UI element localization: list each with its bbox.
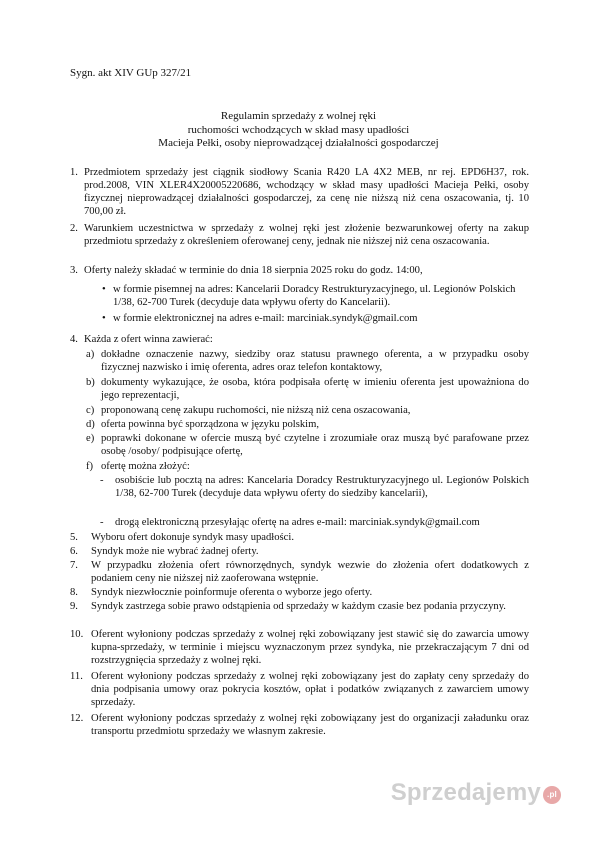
subitem-text: ofertę można złożyć: [101, 461, 190, 472]
subitem-label: f) [86, 461, 94, 472]
subitem-text: proponowaną cenę zakupu ruchomości, nie niższą niż cena oszacowania, [101, 405, 411, 416]
item-text: Warunkiem uczestnictwa w sprzedaży z wolnej ręki jest złożenie bezwarunkowej oferty na zakup przedmiotu sprzedaży z określeniem oferowanej ceny, jednak nie niższej niż cena oszacowania. [84, 223, 529, 247]
bullet-text: w formie elektronicznej na adres e-mail: marciniak.syndyk@gmail.com [113, 313, 418, 324]
bullet-icon: • [102, 284, 106, 295]
subitem-label: e) [86, 433, 95, 444]
dash-text: osobiście lub pocztą na adres: Kancelaria Doradcy Restrukturyzacyjnego ul. Legionów Polskich 1/38, 62-700 Turek (decyduje data wpływu oferty do siedziby kancelarii), [115, 475, 529, 499]
subitem-text: oferta powinna być sporządzona w języku polskim, [101, 419, 319, 430]
subitem-text: dokumenty wykazujące, że osoba, która podpisała ofertę w imieniu oferenta jest upoważniona do jego reprezentacji, [101, 377, 529, 401]
item-number: 5. [70, 532, 78, 543]
item-text: Oferent wyłoniony podczas sprzedaży z wolnej ręki zobowiązany jest stawić się do zawarcia umowy kupna-sprzedaży, w terminie i miejscu wyznaczonym przez syndyka, nie przekraczającym 7 dni od rozstrzygnięcia sprzedaży z wolnej ręki. [91, 629, 529, 666]
item-number: 2. [70, 223, 78, 234]
subitem-label: d) [86, 419, 95, 430]
case-signature: Sygn. akt XIV GUp 327/21 [70, 67, 192, 79]
bullet-icon: • [102, 313, 106, 324]
watermark-logo [390, 779, 561, 806]
dash-icon: - [100, 517, 104, 528]
dash-icon: - [100, 475, 104, 486]
item-number: 9. [70, 601, 78, 612]
document-title [0, 110, 597, 151]
item-number: 1. [70, 167, 78, 178]
subitem-label: a) [86, 349, 95, 360]
item-number: 12. [70, 713, 84, 724]
item-text: Oferty należy składać w terminie do dnia 18 sierpnia 2025 roku do godz. 14:00, [84, 265, 423, 276]
title-line: ruchomości wchodzących w skład masy upadłości [187, 123, 410, 136]
subitem-label: b) [86, 377, 95, 388]
item-text: Oferent wyłoniony podczas sprzedaży z wolnej ręki zobowiązany jest do zapłaty ceny sprzedaży do dnia podpisania umowy oraz pokrycia kosztów, opłat i podatków związanych z zawarciem umowy sprzedaży. [91, 671, 529, 708]
subitem-text: poprawki dokonane w ofercie muszą być czytelne i zrozumiałe oraz muszą być parafowane przez osobę /osoby/ podpisujące ofertę, [101, 433, 529, 457]
item-text: Syndyk może nie wybrać żadnej oferty. [91, 546, 259, 557]
item-text: Syndyk niezwłocznie poinformuje oferenta o wyborze jego oferty. [91, 587, 373, 598]
title-line: Macieja Pełki, osoby nieprowadzącej działalności gospodarczej [158, 137, 439, 149]
list-item [70, 222, 529, 262]
item-number: 3. [70, 265, 78, 276]
item-number: 4. [70, 334, 78, 345]
subitem-text: dokładne oznaczenie nazwy, siedziby oraz statusu prawnego oferenta, a w przypadku osoby fizycznej nazwisko i imię oferenta, adres oraz telefon kontaktowy, [101, 349, 529, 373]
subitem-label: c) [86, 405, 95, 416]
item-text: Przedmiotem sprzedaży jest ciągnik siodłowy Scania R420 LA 4X2 MEB, nr rej. EPD6H37, rok. prod.2008, VIN XLER4X20005220686, wchodzący w skład masy upadłości Macieja Pełki, osoby fizycznej nieprowadzącej działalności gospodarczej, za cenę nie niższą niż cena oszacowania, tj. 10 700,00 zł. [84, 167, 529, 217]
item-number: 6. [70, 546, 78, 557]
item-text: Syndyk zastrzega sobie prawo odstąpienia od sprzedaży w każdym czasie bez podania przyczyny. [91, 601, 506, 612]
item-number: 7. [70, 560, 78, 571]
item-number: 11. [70, 671, 83, 682]
item-text: Wyboru ofert dokonuje syndyk masy upadłości. [91, 532, 294, 543]
item-text: Oferent wyłoniony podczas sprzedaży z wolnej ręki zobowiązany jest do organizacji załadunku oraz transportu przedmiotu sprzedaży we własnym zakresie. [91, 713, 529, 737]
watermark-text: Sprzedajemy [390, 779, 541, 806]
item-number: 10. [70, 629, 84, 640]
list-item [70, 166, 529, 220]
item-text: Każda z ofert winna zawierać: [84, 334, 213, 345]
bullet-text: w formie pisemnej na adres: Kancelarii Doradcy Restrukturyzacyjnego, ul. Legionów Polskich 1/38, 62-700 Turek (decyduje data wpływu oferty do Kancelarii). [113, 284, 516, 308]
title-line: Regulamin sprzedaży z wolnej ręki [220, 110, 377, 122]
dash-text: drogą elektroniczną przesyłając ofertę na adres e-mail: marciniak.syndyk@gmail.com [115, 517, 480, 528]
item-text: W przypadku złożenia ofert równorzędnych, syndyk wezwie do złożenia ofert dodatkowych z podaniem ceny nie niższej niż zaoferowana wstępnie. [91, 560, 529, 584]
watermark-badge: .pl [543, 786, 561, 804]
item-number: 8. [70, 587, 78, 598]
